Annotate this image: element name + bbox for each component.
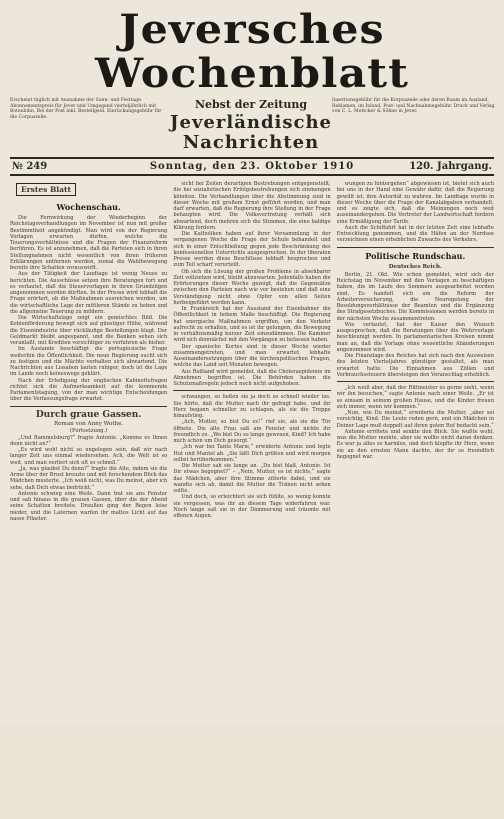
paragraph: Nach der Erledigung der englischen Kabinettsfragen richtet sich die Aufmerksamkeit auf die kommende Parlamentstagung, von der man wichtige Entscheidungen über die Verfassungsfrage erwartet. [10,377,168,403]
divider [173,390,330,391]
paragraph: Im Auslande beschäftigt die portugiesische Frage weiterhin die Öffentlichkeit. Die neue Regierung sucht sich zu festigen und die Mächte verhalten sich abwartend. Die Nachrichten aus Lissabon lauten ruhiger, doch ist die Lage im Lande noch keineswegs geklärt. [10,346,168,378]
issue-bar [10,157,494,176]
column-3 [337,181,494,819]
subheading-deutsches-reich: Deutsches Reich. [388,263,442,270]
paragraph: wungen zu hintergehen“ abgewiesen ist, bietet sich auch bei uns in der Hand eine Gewähr dafür, daß die Regierung gewillt ist, ihre Autorität zu wahren. Im Landtage wurde in dieser Woche über die Frage der Kanalabgaben verhandelt, und es zeigte sich, daß die Meinungen noch weit auseinandergehen. Die Vertreter der Landwirtschaft fordern eine Ermäßigung der Tarife. [336,181,494,225]
masthead-subrow [10,98,494,153]
column-2 [173,181,330,819]
paragraph: Antonie schwieg eine Weile. Dann trat sie ans Fenster und sah hinaus in die grauen Gassen, über die der Abend seine Schatten breitete. Draußen ging der Regen leise nieder, und die Laternen warfen ihr mattes Licht auf das nasse Pflaster. [10,490,168,522]
paragraph: Die Fernwirkung der Wiederbeginn der Reichstagsverhandlungen im November ist nun mit großer Bestimmtheit angekündigt. Man wird von der Regierung Vorlagen erwarten dürfen, welche die Teuerungsverhältnisse und die Fragen der Finanzreform berühren. Es ist anzunehmen, daß die Parteien sich in ihren Stellungnahmen nicht wesentlich von ihren früheren Erklärungen entfernen werden, zumal die Wahlbewegung bereits ihre Schatten vorauswirft. [10,215,168,271]
novel-title: Durch graue Gassen. [35,409,142,420]
paragraph: schwangen, so ließen sie ja doch so schnell wieder los. Sie hörte, daß die Mutter nach ihr gefragt habe, und ihr Herz begann schneller zu schlagen, als sie die Treppe hinaufstieg. [173,394,331,419]
paragraph: Wie verlautet, hat der Kaiser den Wunsch ausgesprochen, daß die Beratungen über die Wehrvorlage beschleunigt werden. In parlamentarischen Kreisen nimmt man an, daß die Vorlage ohne wesentliche Abänderungen angenommen wird. [336,321,494,353]
regional-title: Jeverländische Nachrichten [170,112,333,153]
right-notice: Insertionsgebühr für die Korpuszeile oder deren Raum im Ausland, Reklamen, im Inland, Post- und Nachnahmegebühr. Druck und Verlag von C. L. Mettcker & Söhne in Jever. [332,98,495,115]
left-notice: Erscheint täglich mit Ausnahme der Sonn- und Festtage. Abonnementspreis für Jever und Umgegend vierteljährlich mit Botenlohn, Bei der Post inkl. Bestellgeld. Einrückungsgebühr für die Corpuszeile. [10,98,162,120]
paragraph: Und doch, so erleichtert sie sich fühlte, so wenig konnte sie vergessen, was ihr an diesem Tage widerfahren war. Noch lange saß sie in der Dämmerung und träumte mit offenen Augen. [173,494,331,519]
paragraph: Auch die Schiffahrt hat in der letzten Zeit eine lebhafte Entwicklung genommen, und die Häfen an der Nordsee verzeichnen einen erheblichen Zuwachs des Verkehrs. [336,224,494,244]
novel-author: Roman von Anny Wothe. [53,420,124,427]
subtitle: Nebst der Zeitung [194,98,308,111]
paragraph: Aus Rußland wird gemeldet, daß die Choleraepidemie im Abnehmen begriffen ist. Die Behörden haben die Schutzmaßregeln jedoch noch nicht aufgehoben. [173,368,331,387]
paragraph: „Ach, Mutter, so bist Du es!“ rief sie, als sie die Tür öffnete. Die alte Frau saß am Fenster und nickte ihr freundlich zu. „Wo bist Du so lange gewesen, Kind? Ich habe mich schon um Dich gesorgt.“ [173,419,331,444]
divider [10,406,167,407]
columns [10,181,494,819]
paragraph: Die Finanzlage des Reiches hat sich nach den Ausweisen des letzten Vierteljahres günstiger gestaltet, als man erwartet hatte. Die Einnahmen aus Zöllen und Verbrauchssteuern übersteigen den Voranschlag erheblich. [336,353,494,378]
masthead-center [170,98,332,153]
paragraph: Der spanische Kortes sind in dieser Woche wieder zusammengetreten, und man erwartet lebhafte Auseinandersetzungen über die kirchenpolitischen Fragen, welche das Land seit Monaten bewegen. [173,343,331,369]
novel-continuation: (Fortsetzung.) [70,427,108,434]
section-label: Erstes Blatt [16,183,76,196]
paragraph: „Und Rammelsburg?“ fragte Antonie. „Komme es Ihnen denn nicht an?“ [10,434,168,447]
column-1 [10,181,167,819]
paragraph: Berlin, 21. Okt. Wie schon gemeldet, wird sich der Reichstag im November mit den Vorlagen zu beschäftigen haben, die im Laufe des Sommers ausgearbeitet worden sind. Es handelt sich um die Reform der Arbeiterversicherung, die Neuregelung der Besoldungsverhältnisse der Beamten und die Ergänzung des Strafgesetzbuches. Die Kommissionen werden bereits in der nächsten Woche zusammentreten. [336,271,494,322]
paragraph: „Es wird wohl nicht so ungelegen sein, daß wir nach langer Zeit uns einmal wiedersehen. Ach, die Welt ist so weit, und man verliert sich oft so schnell.“ [10,447,168,466]
paragraph: „Ich war bei Tante Marie,“ erwiderte Antonie und legte Hut und Mantel ab. „Sie läßt Dich grüßen und wird morgen selbst herüberkommen.“ [173,444,331,463]
divider [337,247,494,248]
issue-number: № 249 [12,161,48,172]
paragraph: Die Mutter sah sie lange an. „Du bist blaß, Antonie. Ist Dir etwas begegnet?“ – „Nein, Mutter, es ist nichts,“ sagte das Mädchen, aber ihre Stimme zitterte dabei, und sie wandte sich ab, damit die Mutter die Tränen nicht sehen sollte. [173,463,331,494]
heading-politische-rundschau: Politische Rundschau. [365,250,466,261]
paragraph: Die Wirtschaftslage zeigt ein gemischtes Bild. Die Kohlenförderung bewegt sich auf günstiger Höhe, während die Eisenindustrie über rückläufige Bestellungen klagt. Der Geldmarkt bleibt angespannt, und die Banken sehen sich veranlaßt, mit Krediten vorsichtiger zu verfahren als bisher. [10,315,168,346]
novel-header [10,410,167,435]
issue-volume: 120. Jahrgang. [409,161,492,172]
paragraph: Ob sich die Lösung der großen Probleme in absehbarer Zeit vollziehen wird, bleibt abzuwarten. Jedenfalls haben die Erörterungen dieser Woche gezeigt, daß die Gegensätze zwischen den Parteien nach wie vor bestehen und daß eine Verständigung nicht ohne Opfer von allen Seiten herbeigeführt werden kann. [173,268,331,306]
issue-date: Sonntag, den 23. Oktober 1910 [149,161,355,172]
paragraph: „Ich weiß aber, daß der Rittmeister es gerne sieht, wenn wir ihn besuchen,“ sagte Antonie nach einer Weile. „Er ist so einsam in seinem großen Hause, und die Kinder freuen sich immer, wenn wir kommen.“ [336,385,494,410]
paragraph: Antonie errötete und senkte den Blick. Sie wußte wohl, was die Mutter meinte, aber sie wollte nicht daran denken. Es war ja alles so harmlos, und doch klopfte ihr Herz, wenn sie an den ernsten Mann dachte, der ihr so freundlich begegnet war. [336,428,494,460]
divider [337,381,494,382]
paragraph: „Nun, wie Du meinst,“ erwiderte die Mutter, „aber sei vorsichtig, Kind. Die Leute reden gern, und ein Mädchen in Deiner Lage muß doppelt auf ihren guten Ruf bedacht sein.“ [336,410,494,429]
masthead-title: Jeversches Wochenblatt [95,6,409,97]
paragraph: „Ja, was glaubst Du denn?“ fragte die Alte, indem sie die Arme über der Brust kreuzte und mit forschendem Blick das Mädchen musterte. „Ich weiß nicht, was Du meinst, aber ich sehe, daß Dich etwas bedrückt.“ [10,465,168,491]
paragraph: In Frankreich hat der Ausstand der Eisenbahner die Öffentlichkeit in hohem Maße beschäftigt. Die Regierung hat energische Maßnahmen ergriffen, um den Verkehr aufrecht zu erhalten, und es ist ihr gelungen, die Bewegung in verhältnismäßig kurzer Zeit einzudämmen. Die Kammer wird sich demnächst mit den Vorgängen zu befassen haben. [173,306,331,344]
paragraph: Die Katholiken haben auf ihrer Versammlung in der vergangenen Woche die Frage der Schule behandelt und sich in einer Entschließung gegen jede Beschränkung des konfessionellen Unterrichts ausgesprochen. In der liberalen Presse werden diese Beschlüsse lebhaft besprochen und zum Teil scharf verurteilt. [173,231,331,269]
paragraph: sicht bei Zeiten derartigen Bestrebungen entgegenstellt, die bei sozialistischen Erfolgsbestrebungen sich einmengen könnten. Die Verhandlungen über die Abstimmung sind in dieser Woche mit großem Ernst geführt worden, und man darf erwarten, daß die Regierung ihre Stellung in der Frage behaupten wird. Die Volksvertretung verhält sich abwartend, doch mehren sich die Stimmen, die eine baldige Klärung fordern. [173,181,331,231]
heading-wochenschau: Wochenschau. [56,202,121,212]
paragraph: Aus der Tätigkeit der Landtage ist wenig Neues zu berichten. Die Ausschüsse setzen ihre Beratungen fort und es verlautet, daß die Steuervorlagen in ihren Grundzügen angenommen werden dürften. In der Presse wird lebhaft die Frage erörtert, ob die Maßnahmen ausreichen werden, um die wirtschaftliche Lage der mittleren Stände zu heben und die allgemeine Teuerung zu mildern. [10,271,168,315]
